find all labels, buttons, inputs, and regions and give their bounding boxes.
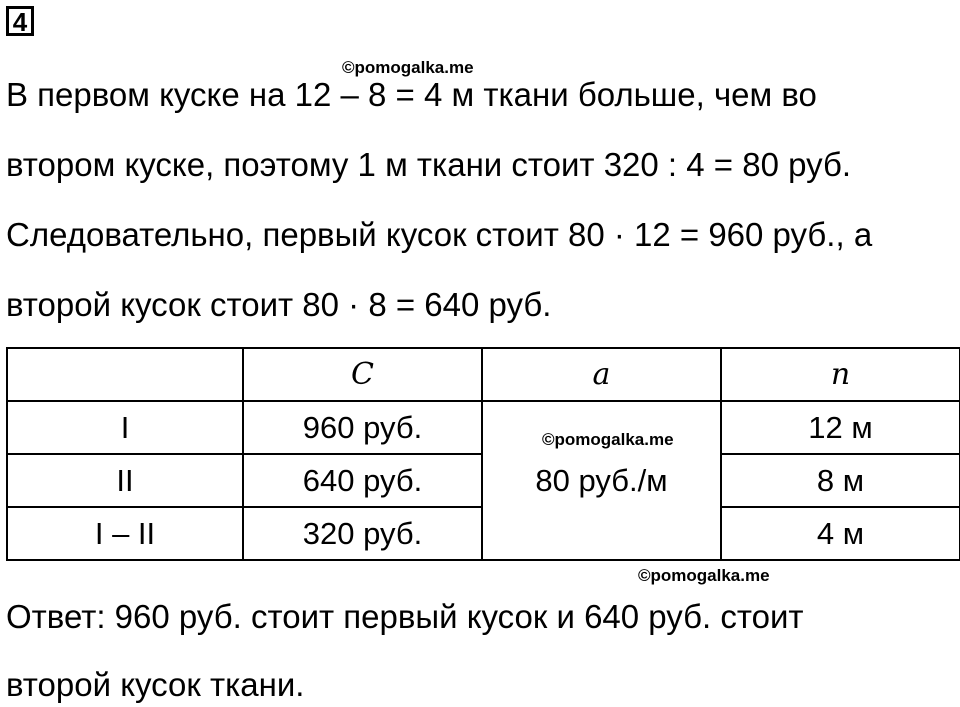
table-header-row <box>7 348 960 401</box>
row-length: 8 м <box>721 454 960 507</box>
answer-line-2: второй кусок ткани. <box>6 666 305 703</box>
watermark-table: ©pomogalka.me <box>542 430 674 449</box>
price-cell <box>482 401 721 560</box>
row-label: I <box>7 401 243 454</box>
answer-line-1: Ответ: 960 руб. стоит первый кусок и 640 руб. стоит <box>6 598 804 635</box>
paragraph-line-4: второй кусок стоит 80 · 8 = 640 руб. <box>6 286 552 323</box>
row-label: I – II <box>7 507 243 560</box>
row-cost: 320 руб. <box>243 507 482 560</box>
header-empty <box>7 348 243 401</box>
header-price: a <box>482 348 721 401</box>
paragraph-line-1: В первом куске на 12 – 8 = 4 м ткани больше, чем во <box>6 76 817 113</box>
header-cost: C <box>243 348 482 401</box>
header-length: n <box>721 348 960 401</box>
watermark-top: ©pomogalka.me <box>342 58 474 77</box>
data-table <box>6 347 960 561</box>
paragraph-line-3: Следовательно, первый кусок стоит 80 · 12 = 960 руб., а <box>6 216 873 253</box>
watermark-bottom: ©pomogalka.me <box>638 566 770 585</box>
row-cost: 960 руб. <box>243 401 482 454</box>
row-length: 4 м <box>721 507 960 560</box>
row-cost: 640 руб. <box>243 454 482 507</box>
price-value: 80 руб./м <box>535 462 668 498</box>
problem-number: 4 <box>6 6 34 36</box>
row-label: II <box>7 454 243 507</box>
table-row <box>7 401 960 454</box>
row-length: 12 м <box>721 401 960 454</box>
paragraph-line-2: втором куске, поэтому 1 м ткани стоит 320 : 4 = 80 руб. <box>6 146 852 183</box>
